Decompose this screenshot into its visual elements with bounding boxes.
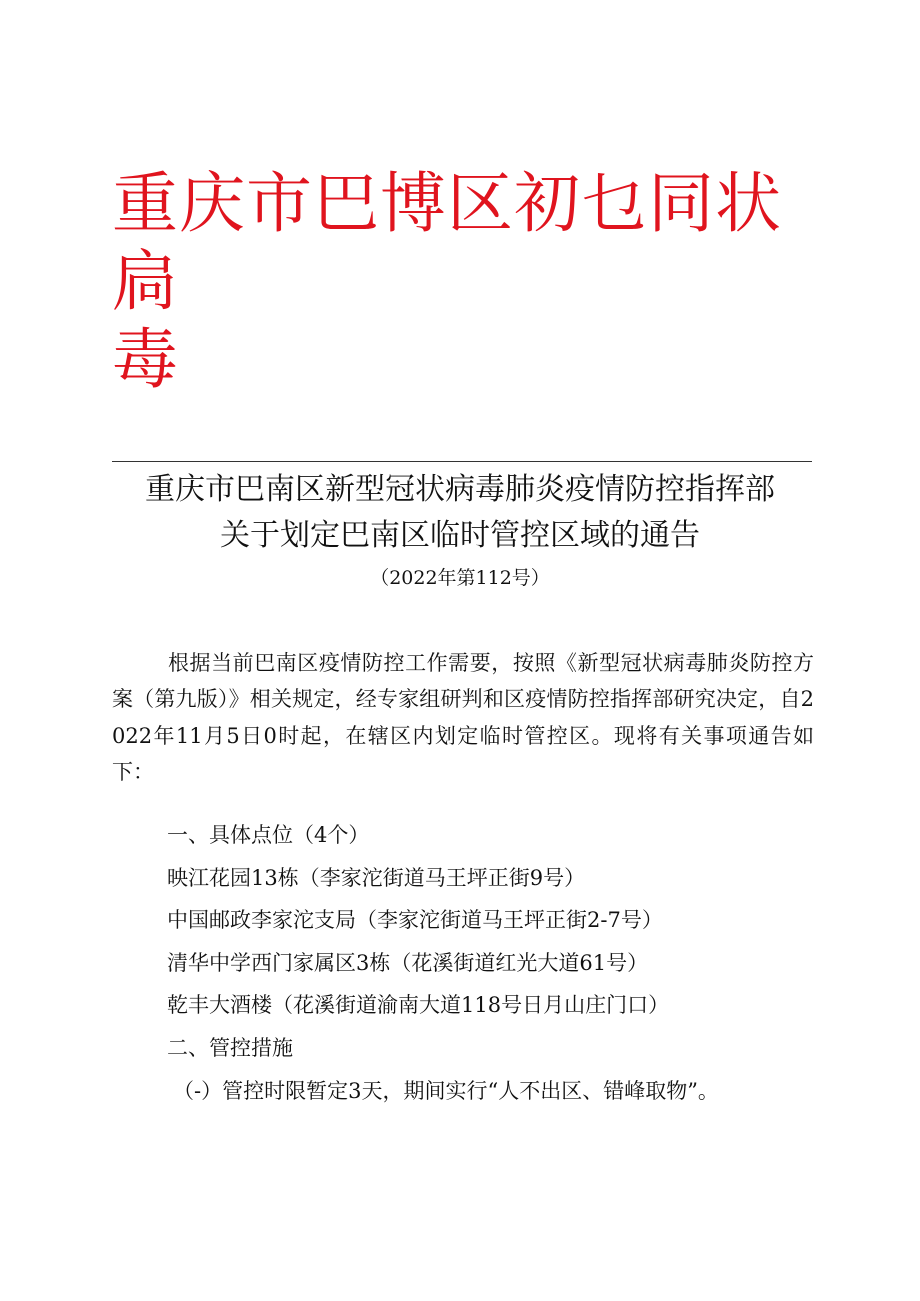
measure-item-1: （-）管控时限暂定3天，期间实行“人不出区、错峰取物”。	[173, 1079, 719, 1103]
measures-heading: 二、管控措施	[167, 1036, 293, 1060]
point-item-4: 乾丰大酒楼（花溪街道渝南大道118号日月山庄门口）	[167, 993, 670, 1017]
intro-paragraph: 根据当前巴南区疫情防控工作需要，按照《新型冠状病毒肺炎防控方案（第九版）》相关规定，经专家组研判和区疫情防控指挥部研究决定，自2022年11月5日0时起，在辖区内划定临时管控区。现将有关事项通告如下：	[112, 651, 814, 784]
letterhead-line-1: 重庆市巴博区初乜同状扃	[112, 165, 782, 320]
red-letterhead	[112, 165, 812, 399]
point-item-2: 中国邮政李家沱支局（李家沱街道马王坪正街2-7号）	[167, 908, 663, 932]
point-item-3: 清华中学西门家属区3栋（花溪街道红光大道61号）	[167, 951, 649, 975]
document-number: （2022年第112号）	[370, 567, 550, 589]
letterhead-line-2: 毒	[112, 321, 179, 398]
notice-title-line-1: 重庆市巴南区新型冠状病毒肺炎疫情防控指挥部	[145, 472, 775, 507]
points-heading: 一、具体点位（4个）	[167, 823, 370, 847]
point-item-1: 映江花园13栋（李家沱街道马王坪正街9号）	[167, 866, 586, 890]
notice-title-line-2: 关于划定巴南区临时管控区域的通告	[220, 518, 700, 553]
header-divider	[112, 461, 812, 462]
